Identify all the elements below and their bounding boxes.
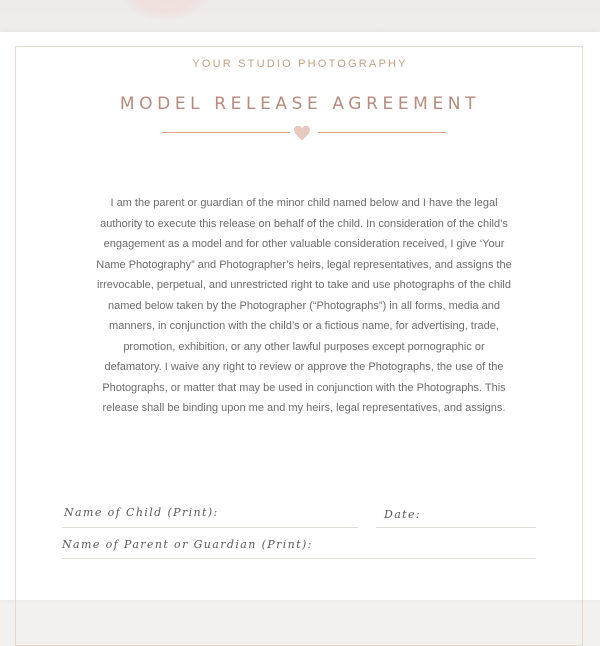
- parent-name-label: Name of Parent or Guardian (Print):: [62, 538, 313, 551]
- body-line: release shall be binding upon me and my heirs, legal representatives, and assigns.: [102, 402, 506, 414]
- divider-line-right: [318, 132, 446, 133]
- body-line: promotion, exhibition, or any other lawful purposes except pornographic or: [123, 340, 485, 353]
- heart-icon: [293, 125, 311, 141]
- body-line: defamatory. I waive any right to review or approve the Photographs, the use of the: [104, 361, 504, 373]
- body-line: engagement as a model and for other valuable consideration received, I give ‘Your: [103, 238, 505, 250]
- child-name-field[interactable]: [62, 527, 358, 528]
- body-line: I am the parent or guardian of the minor child named below and I have the legal: [110, 197, 498, 209]
- date-label: Date:: [384, 508, 422, 521]
- body-line: manners, in conjunction with the child’s or a fictious name, for advertising, trade,: [109, 320, 499, 332]
- body-line: irrevocable, perpetual, and unrestricted right to take and use photographs of the child: [97, 279, 511, 291]
- body-line: authority to execute this release on behalf of the child. In consideration of the child’s: [100, 217, 508, 230]
- divider-line-left: [162, 132, 290, 133]
- body-line: Name Photography” and Photographer’s heirs, legal representatives, and assigns the: [96, 258, 512, 271]
- background-strip: [0, 0, 600, 30]
- document-title: MODEL RELEASE AGREEMENT: [119, 94, 481, 114]
- parent-name-field[interactable]: [62, 558, 536, 559]
- release-body: [96, 193, 512, 419]
- child-name-label: Name of Child (Print):: [64, 506, 219, 519]
- studio-name: YOUR STUDIO PHOTOGRAPHY: [192, 58, 408, 70]
- body-line: named below taken by the Photographer (“Photographs”) in all forms, media and: [108, 299, 500, 312]
- date-field[interactable]: [376, 527, 536, 528]
- body-line: Photographs, or matter that may be used in conjunction with the Photographs. This: [102, 381, 506, 394]
